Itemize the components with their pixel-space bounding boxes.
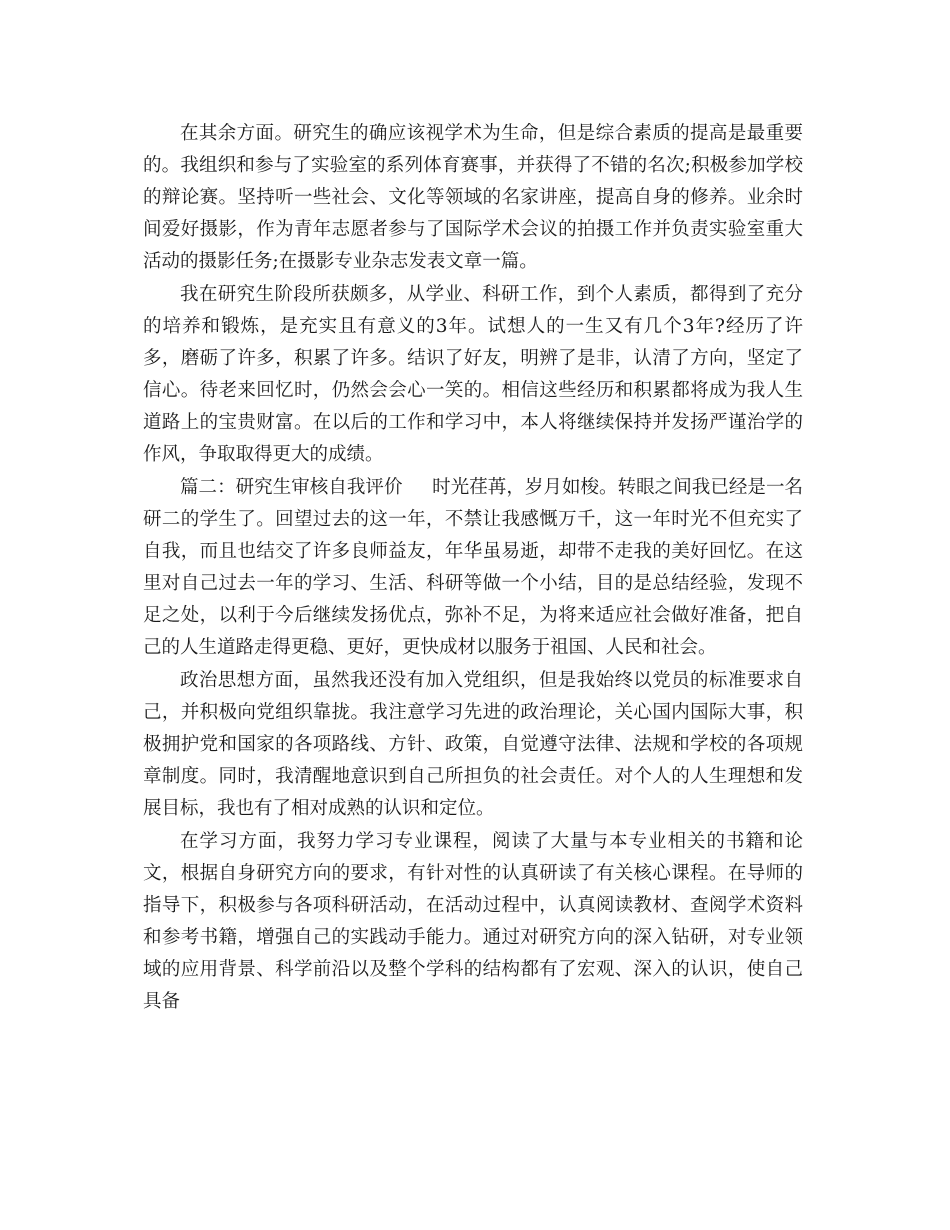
paragraph-political: 政治思想方面，虽然我还没有加入党组织，但是我始终以党员的标准要求自己，并积极向党组织靠拢。我注意学习先进的政治理论，关心国内国际大事，积极拥护党和国家的各项路线、方针、政策，自觉遵守法律、法规和学校的各项规章制度。同时，我清醒地意识到自己所担负的社会责任。对个人的人生理想和发展目标，我也有了相对成熟的认识和定位。 [143, 670, 803, 819]
section-lead-text: 时光荏苒，岁月如梭。转眼之间我已经是一名研二的学生了。回望过去的这一年，不禁让我感慨万千，这一年时光不但充实了自我，而且也结交了许多良师益友，年华虽易逝，却带不走我的美好回忆。在这里对自己过去一年的学习、生活、科研等做一个小结，目的是总结经验，发现不足之处，以利于今后继续发扬优点，弥补不足，为将来适应社会做好准备，把自己的人生道路走得更稳、更好，更快成材以服务于祖国、人民和社会。 [143, 477, 803, 658]
paragraph-other-aspects: 在其余方面。研究生的确应该视学术为生命，但是综合素质的提高是最重要的。我组织和参与了实验室的系列体育赛事，并获得了不错的名次;积极参加学校的辩论赛。坚持听一些社会、文化等领域的名家讲座，提高自身的修养。业余时间爱好摄影，作为青年志愿者参与了国际学术会议的拍摄工作并负责实验室重大活动的摄影任务;在摄影专业杂志发表文章一篇。 [143, 123, 803, 272]
paragraph-section-two [143, 472, 803, 664]
document-body [143, 118, 803, 1018]
section-heading: 篇二：研究生审核自我评价 [180, 477, 403, 498]
paragraph-study: 在学习方面，我努力学习专业课程，阅读了大量与本专业相关的书籍和论文，根据自身研究方向的要求，有针对性的认真研读了有关核心课程。在导师的指导下，积极参与各项科研活动，在活动过程中，认真阅读教材、查阅学术资料和参考书籍，增强自己的实践动手能力。通过对研究方向的深入钻研，对专业领域的应用背景、科学前沿以及整个学科的结构都有了宏观、深入的认识，使自己具备 [143, 831, 803, 1012]
paragraph-graduate-summary: 我在研究生阶段所获颇多，从学业、科研工作，到个人素质，都得到了充分的培养和锻炼，是充实且有意义的3年。试想人的一生又有几个3年?经历了许多，磨砺了许多，积累了许多。结识了好友，明辨了是非，认清了方向，坚定了信心。待老来回忆时，仍然会会心一笑的。相信这些经历和积累都将成为我人生道路上的宝贵财富。在以后的工作和学习中，本人将继续保持并发扬严谨治学的作风，争取取得更大的成绩。 [143, 284, 803, 465]
